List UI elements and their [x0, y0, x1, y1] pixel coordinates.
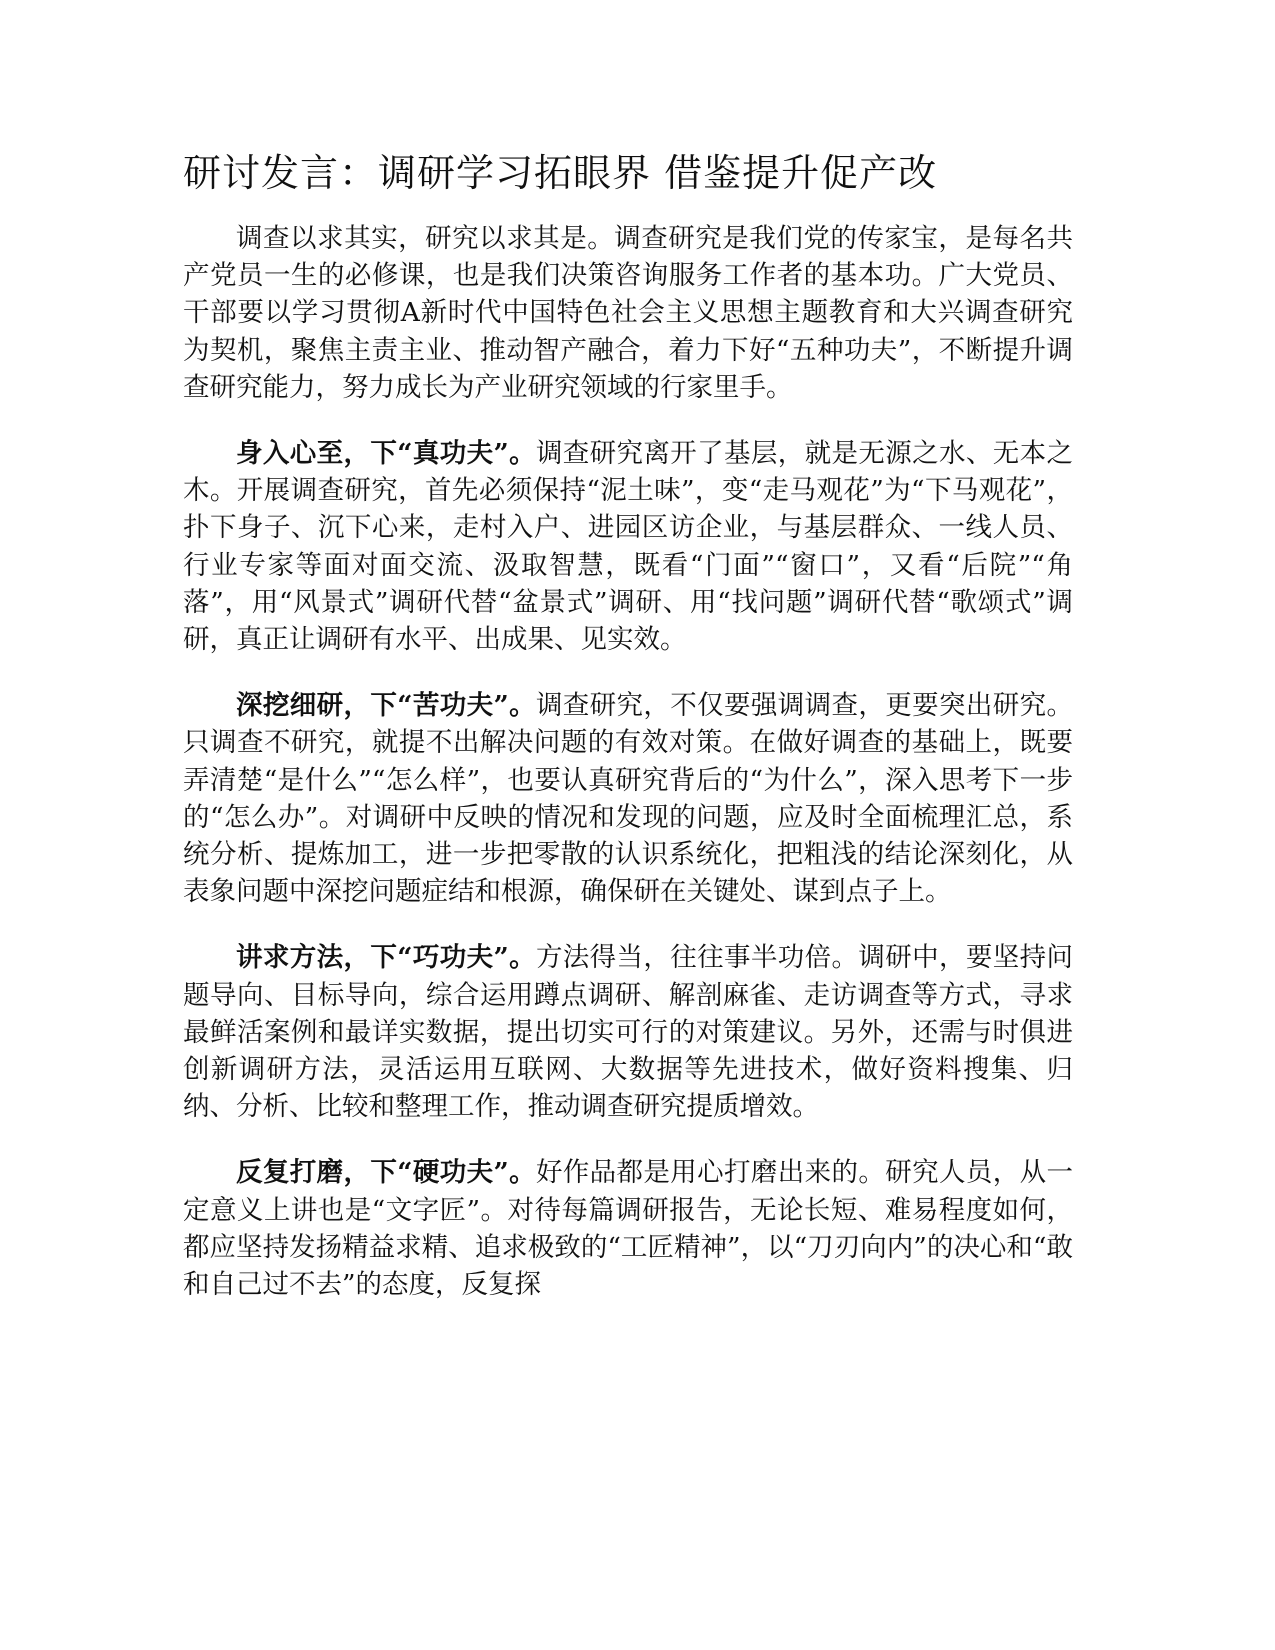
document-title: 研讨发言：调研学习拓眼界 借鉴提升促产改	[183, 151, 938, 195]
document-page	[183, 148, 1073, 1332]
section-lead: 身入心至，下“真功夫”。	[236, 438, 536, 470]
intro-paragraph: 调查以求其实，研究以求其是。调查研究是我们党的传家宝，是每名共产党员一生的必修课，也是我们决策咨询服务工作者的基本功。广大党员、干部要以学习贯彻A新时代中国特色社会主义思想主题教育和大兴调查研究为契机，聚焦主责主业、推动智产融合，着力下好“五种功夫”，不断提升调查研究能力，努力成长为产业研究领域的行家里手。	[183, 223, 1073, 403]
section-paragraph-2	[183, 687, 1073, 910]
section-lead: 深挖细研，下“苦功夫”。	[236, 690, 536, 722]
section-lead: 讲求方法，下“巧功夫”。	[236, 942, 536, 974]
section-body: 调查研究离开了基层，就是无源之水、无本之木。开展调查研究，首先必须保持“泥土味”，变“走马观花”为“下马观花”，扑下身子、沉下心来，走村入户、进园区访企业，与基层群众、一线人员、行业专家等面对面交流、汲取智慧，既看“门面”“窗口”，又看“后院”“角落”，用“风景式”调研代替“盆景式”调研、用“找问题”调研代替“歌颂式”调研，真正让调研有水平、出成果、见实效。	[183, 438, 1073, 656]
section-body: 调查研究，不仅要强调调查，更要突出研究。只调查不研究，就提不出解决问题的有效对策。在做好调查的基础上，既要弄清楚“是什么”“怎么样”，也要认真研究背后的“为什么”，深入思考下一步的“怎么办”。对调研中反映的情况和发现的问题，应及时全面梳理汇总，系统分析、提炼加工，进一步把零散的认识系统化，把粗浅的结论深刻化，从表象问题中深挖问题症结和根源，确保研在关键处、谋到点子上。	[183, 690, 1073, 908]
section-paragraph-1	[183, 435, 1073, 658]
section-lead: 反复打磨，下“硬功夫”。	[236, 1157, 536, 1189]
section-paragraph-4	[183, 1154, 1073, 1303]
section-body: 方法得当，往往事半功倍。调研中，要坚持问题导向、目标导向，综合运用蹲点调研、解剖麻雀、走访调查等方式，寻求最鲜活案例和最详实数据，提出切实可行的对策建议。另外，还需与时俱进创新调研方法，灵活运用互联网、大数据等先进技术，做好资料搜集、归纳、分析、比较和整理工作，推动调查研究提质增效。	[183, 942, 1073, 1123]
section-body: 好作品都是用心打磨出来的。研究人员，从一定意义上讲也是“文字匠”。对待每篇调研报告，无论长短、难易程度如何，都应坚持发扬精益求精、追求极致的“工匠精神”，以“刀刃向内”的决心和“敢和自己过不去”的态度，反复探	[183, 1157, 1073, 1301]
section-paragraph-3	[183, 939, 1073, 1125]
